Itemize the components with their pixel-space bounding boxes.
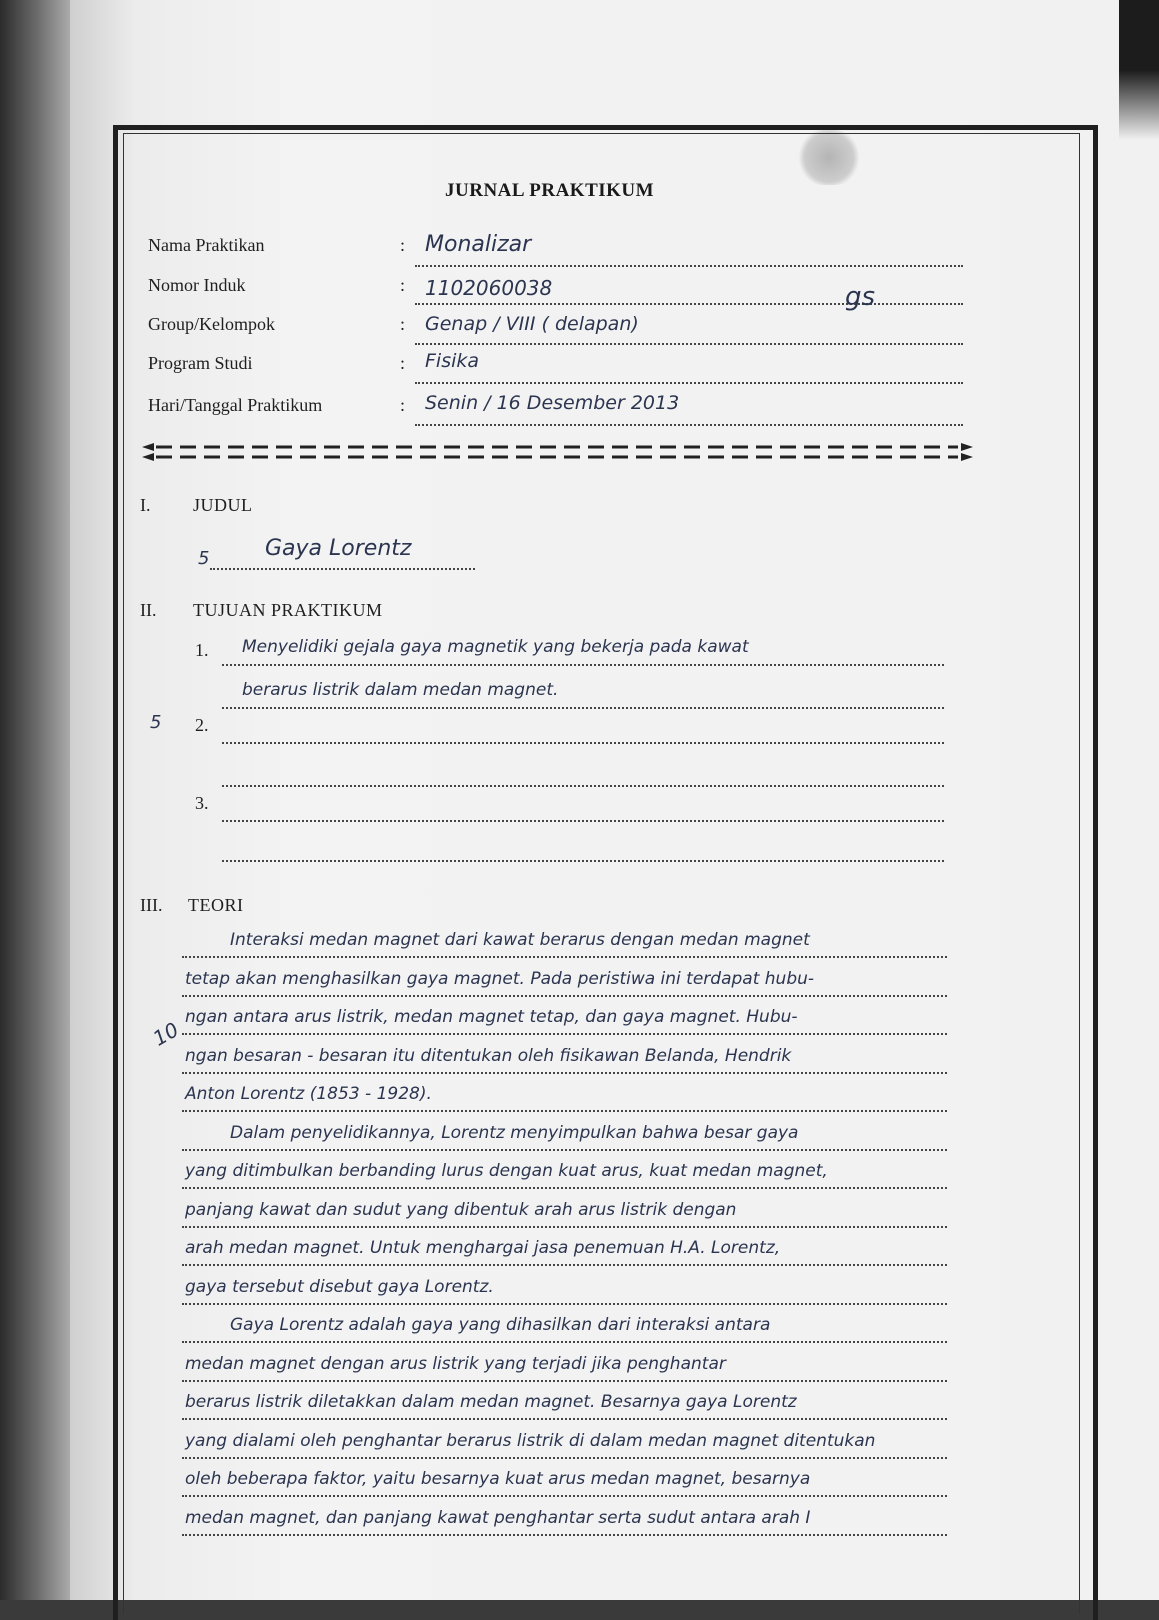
field-line xyxy=(415,382,963,384)
page-corner-shadow xyxy=(1119,0,1159,140)
teori-line: ngan besaran - besaran itu ditentukan oleh fisikawan Belanda, Hendrik xyxy=(185,1045,792,1066)
teori-rule-line xyxy=(182,995,947,997)
field-label-nama: Nama Praktikan xyxy=(148,235,265,255)
score-tujuan: 5 xyxy=(150,712,162,733)
tujuan-item-number: 3. xyxy=(195,793,209,813)
field-label-nomor: Nomor Induk xyxy=(148,275,246,295)
section-numeral-judul: I. xyxy=(140,495,151,515)
tujuan-line xyxy=(222,664,944,666)
field-colon: : xyxy=(400,235,406,255)
teori-line: oleh beberapa faktor, yaitu besarnya kuat arus medan magnet, besarnya xyxy=(185,1469,811,1489)
teori-line: medan magnet, dan panjang kawat penghantar serta sudut antara arah I xyxy=(185,1507,811,1528)
score-teori: 10 xyxy=(148,1017,183,1051)
teori-rule-line xyxy=(182,1033,947,1035)
teori-rule-line xyxy=(182,1149,947,1151)
field-value-tanggal: Senin / 16 Desember 2013 xyxy=(425,392,680,414)
teori-rule-line xyxy=(182,1072,947,1074)
section-divider xyxy=(140,440,975,464)
teori-line: tetap akan menghasilkan gaya magnet. Pada peristiwa ini terdapat hubu- xyxy=(185,968,815,989)
teori-line: yang dialami oleh penghantar berarus listrik di dalam medan magnet ditentukan xyxy=(185,1430,876,1451)
teori-line: gaya tersebut disebut gaya Lorentz. xyxy=(185,1276,494,1297)
field-colon: : xyxy=(400,395,406,415)
teori-line: arah medan magnet. Untuk menghargai jasa penemuan H.A. Lorentz, xyxy=(185,1238,781,1258)
judul-text: Gaya Lorentz xyxy=(265,536,412,561)
teori-rule-line xyxy=(182,1534,947,1536)
teori-rule-line xyxy=(182,956,947,958)
teori-rule-line xyxy=(182,1264,947,1266)
tujuan-item-number: 2. xyxy=(195,715,209,735)
teori-line: Anton Lorentz (1853 - 1928). xyxy=(185,1084,432,1104)
field-colon: : xyxy=(400,353,406,373)
field-value-prodi: Fisika xyxy=(425,350,480,372)
initials-mark: gs xyxy=(845,282,876,312)
field-line xyxy=(415,303,963,305)
tujuan-line xyxy=(222,785,944,787)
teori-rule-line xyxy=(182,1341,947,1343)
teori-rule-line xyxy=(182,1418,947,1420)
teori-line: Interaksi medan magnet dari kawat berarus dengan medan magnet xyxy=(230,930,810,950)
teori-rule-line xyxy=(182,1303,947,1305)
field-value-group: Genap / VIII ( delapan) xyxy=(425,313,639,335)
score-judul: 5 xyxy=(198,548,210,569)
tujuan-line xyxy=(222,860,944,862)
section-heading-teori: TEORI xyxy=(188,895,244,915)
section-numeral-tujuan: II. xyxy=(140,600,157,620)
teori-line: medan magnet dengan arus listrik yang terjadi jika penghantar xyxy=(185,1353,726,1374)
field-colon: : xyxy=(400,314,406,334)
field-line xyxy=(415,424,963,426)
tujuan-line xyxy=(222,820,944,822)
field-label-group: Group/Kelompok xyxy=(148,314,275,334)
teori-line: ngan antara arus listrik, medan magnet tetap, dan gaya magnet. Hubu- xyxy=(185,1007,798,1027)
section-numeral-teori: III. xyxy=(140,895,163,915)
teori-rule-line xyxy=(182,1187,947,1189)
teori-line: yang ditimbulkan berbanding lurus dengan kuat arus, kuat medan magnet, xyxy=(185,1161,828,1181)
teori-rule-line xyxy=(182,1380,947,1382)
teori-rule-line xyxy=(182,1457,947,1459)
field-label-prodi: Program Studi xyxy=(148,353,253,373)
teori-rule-line xyxy=(182,1226,947,1228)
field-label-tanggal: Hari/Tanggal Praktikum xyxy=(148,395,323,415)
teori-line: Gaya Lorentz adalah gaya yang dihasilkan dari interaksi antara xyxy=(230,1315,771,1335)
field-value-nama: Monalizar xyxy=(425,232,532,257)
field-value-nomor: 1102060038 xyxy=(425,276,553,300)
tujuan-line xyxy=(222,742,944,744)
teori-rule-line xyxy=(182,1110,947,1112)
tujuan-line xyxy=(222,707,944,709)
page-title: JURNAL PRAKTIKUM xyxy=(445,180,655,201)
field-colon: : xyxy=(400,275,406,295)
teori-line: Dalam penyelidikannya, Lorentz menyimpulkan bahwa besar gaya xyxy=(230,1122,799,1143)
tujuan-item-text: Menyelidiki gejala gaya magnetik yang bekerja pada kawat xyxy=(242,637,749,657)
tujuan-item-text: berarus listrik dalam medan magnet. xyxy=(242,680,559,700)
section-heading-tujuan: TUJUAN PRAKTIKUM xyxy=(193,600,383,620)
teori-line: berarus listrik diletakkan dalam medan magnet. Besarnya gaya Lorentz xyxy=(185,1392,797,1412)
section-heading-judul: JUDUL xyxy=(193,495,253,515)
teori-rule-line xyxy=(182,1495,947,1497)
tujuan-item-number: 1. xyxy=(195,640,209,660)
field-line xyxy=(415,343,963,345)
judul-line xyxy=(210,568,475,570)
teori-line: panjang kawat dan sudut yang dibentuk arah arus listrik dengan xyxy=(185,1199,737,1220)
field-line xyxy=(415,265,963,267)
